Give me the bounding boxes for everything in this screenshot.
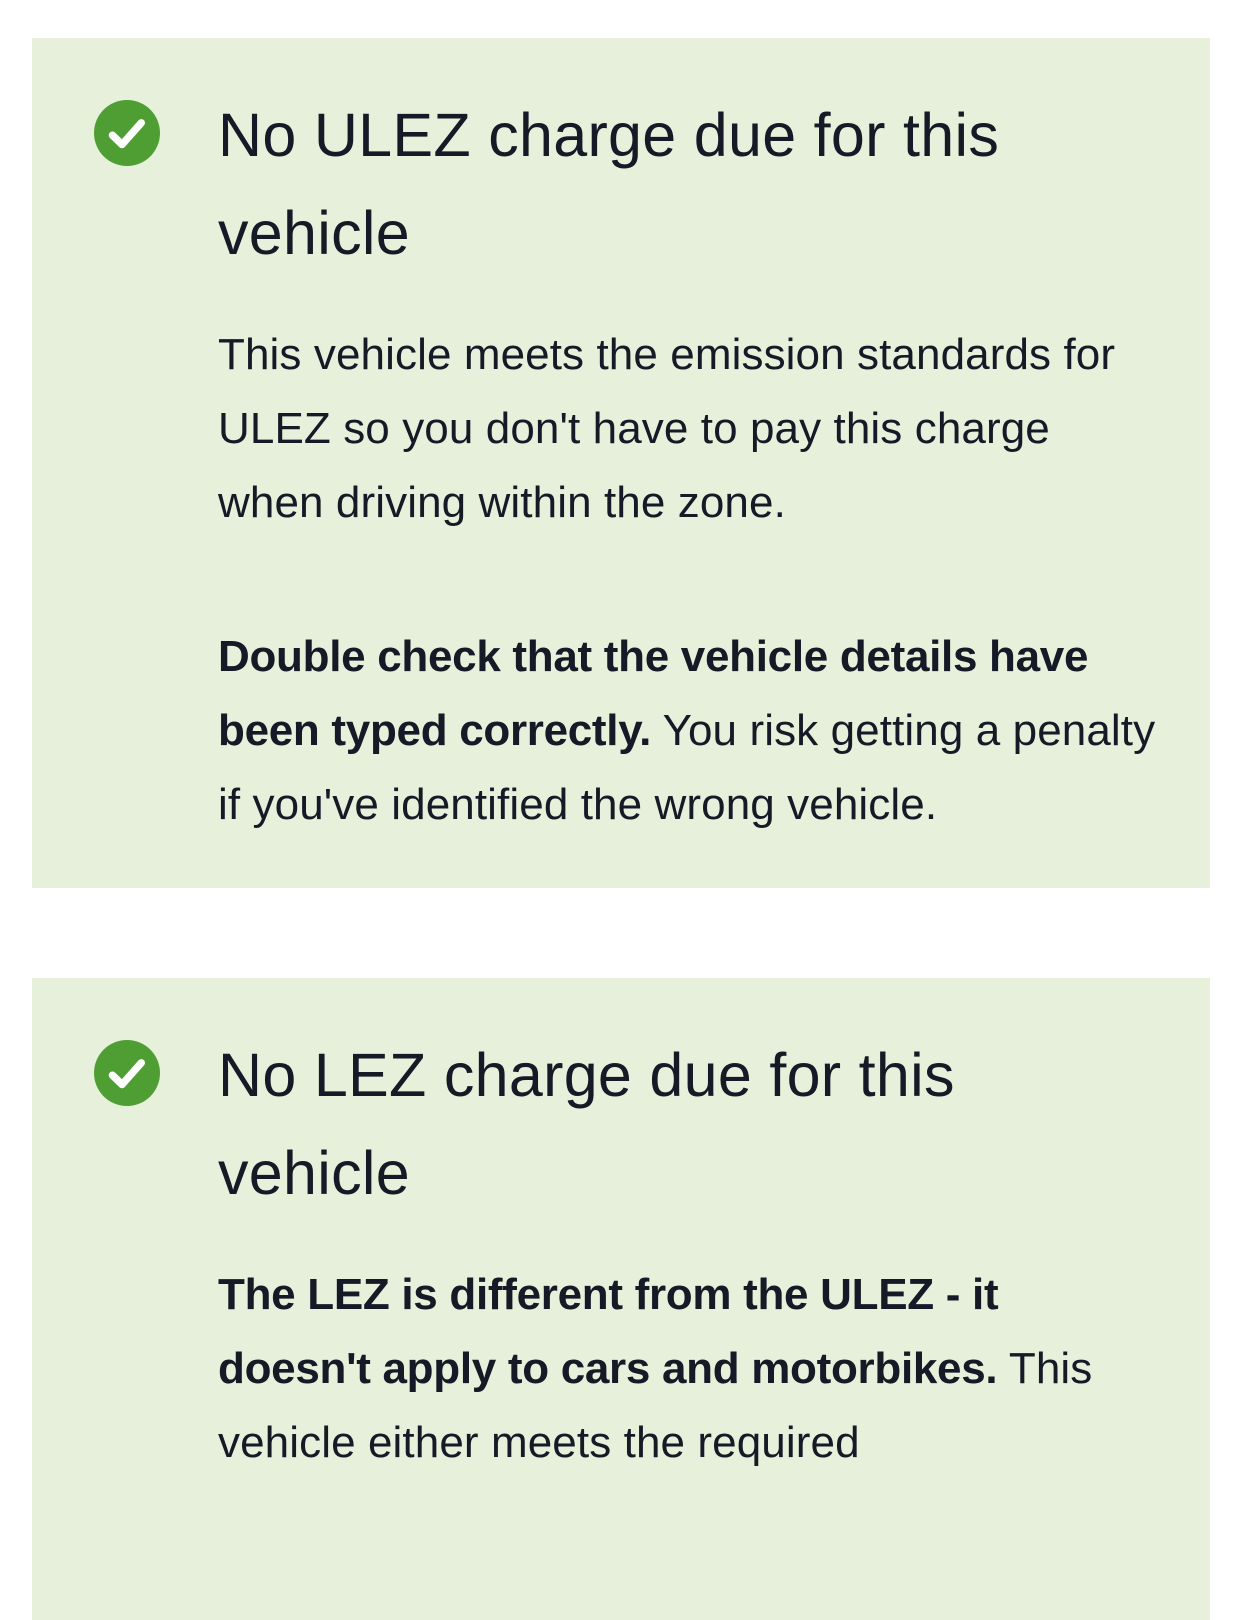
ulez-result-row bbox=[94, 86, 1158, 842]
lez-info-text: This vehicle either meets the required bbox=[218, 1344, 1093, 1467]
ulez-result-content bbox=[218, 86, 1158, 842]
ulez-intro-paragraph bbox=[218, 318, 1158, 540]
ulez-warning-text: You risk getting a penalty if you've identified the wrong vehicle. bbox=[218, 706, 1156, 829]
ulez-intro-text: This vehicle meets the emission standards for ULEZ so you don't have to pay this charge when driving within the zone. bbox=[218, 330, 1116, 527]
lez-result-row bbox=[94, 1026, 1158, 1480]
lez-result-heading: No LEZ charge due for this vehicle bbox=[218, 1041, 955, 1207]
ulez-result-heading: No ULEZ charge due for this vehicle bbox=[218, 101, 1000, 267]
check-circle-icon bbox=[94, 1040, 160, 1106]
ulez-result-panel bbox=[32, 38, 1210, 888]
vehicle-check-results bbox=[0, 38, 1242, 1620]
lez-result-content bbox=[218, 1026, 1158, 1480]
ulez-warning-bold-text: Double check that the vehicle details have been typed correctly. bbox=[218, 632, 1089, 755]
lez-info-paragraph bbox=[218, 1258, 1158, 1480]
ulez-warning-paragraph bbox=[218, 620, 1158, 842]
lez-info-bold-text: The LEZ is different from the ULEZ - it doesn't apply to cars and motorbikes. bbox=[218, 1270, 999, 1393]
lez-result-panel bbox=[32, 978, 1210, 1620]
check-circle-icon bbox=[94, 100, 160, 166]
